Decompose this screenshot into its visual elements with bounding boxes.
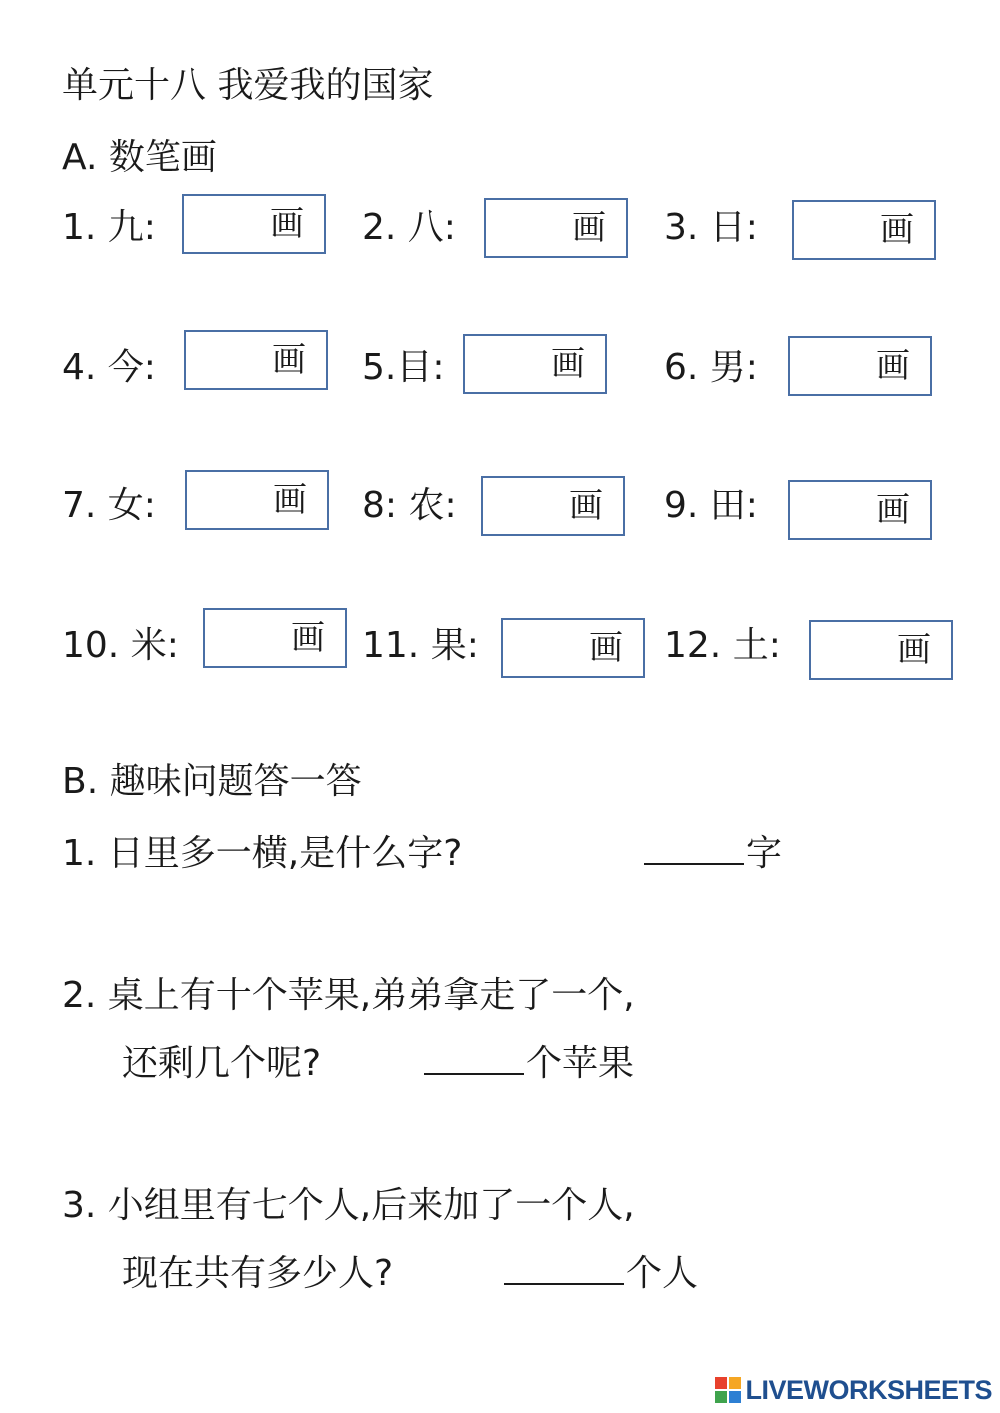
riddle-question: 2. 桌上有十个苹果,弟弟拿走了一个, [62, 975, 635, 1016]
stroke-item-label: 7. 女: [62, 485, 156, 526]
logo-square-icon [715, 1391, 727, 1403]
logo-square-icon [729, 1391, 741, 1403]
stroke-item-label: 9. 田: [664, 485, 758, 526]
stroke-unit: 画 [897, 630, 931, 670]
stroke-item-label: 5.目: [362, 347, 445, 388]
section-b-heading: B. 趣味问题答一答 [62, 761, 362, 802]
liveworksheets-logo [715, 1373, 992, 1407]
stroke-count-input[interactable] [184, 330, 328, 390]
brand-name: LIVEWORKSHEETS [745, 1374, 992, 1405]
stroke-count-input[interactable] [501, 618, 645, 678]
stroke-unit: 画 [876, 490, 910, 530]
stroke-unit: 画 [569, 486, 603, 526]
stroke-count-input[interactable] [809, 620, 953, 680]
riddle-question-line2 [122, 1042, 321, 1086]
stroke-count-input[interactable] [203, 608, 347, 668]
page-title: 单元十八 我爱我的国家 [62, 65, 434, 106]
stroke-count-input[interactable] [185, 470, 329, 530]
riddle-answer [504, 1252, 698, 1296]
stroke-unit: 画 [880, 210, 914, 250]
answer-suffix: 字 [746, 833, 783, 874]
stroke-count-input[interactable] [182, 194, 326, 254]
riddle-answer [644, 832, 782, 876]
stroke-count-input[interactable] [481, 476, 625, 536]
riddle-question: 3. 小组里有七个人,后来加了一个人, [62, 1185, 635, 1226]
stroke-unit: 画 [551, 344, 585, 384]
stroke-count-input[interactable] [484, 198, 628, 258]
riddle-text: 1. 日里多一横,是什么字? [62, 833, 463, 874]
answer-blank[interactable] [644, 833, 744, 865]
answer-suffix: 个苹果 [526, 1043, 635, 1084]
logo-square-icon [729, 1377, 741, 1389]
stroke-count-input[interactable] [788, 336, 932, 396]
stroke-item-label: 10. 米: [62, 625, 179, 666]
stroke-item-label: 8: 农: [362, 485, 457, 526]
stroke-item-label: 2. 八: [362, 207, 456, 248]
stroke-item-label: 12. 土: [664, 625, 781, 666]
stroke-unit: 画 [270, 204, 304, 244]
stroke-item-label: 6. 男: [664, 347, 758, 388]
stroke-unit: 画 [273, 480, 307, 520]
riddle-question [62, 832, 462, 876]
logo-square-icon [715, 1377, 727, 1389]
riddle-text: 还剩几个呢? [122, 1043, 322, 1084]
answer-blank[interactable] [424, 1043, 524, 1075]
riddle-text: 现在共有多少人? [122, 1253, 394, 1294]
stroke-item-label: 11. 果: [362, 625, 479, 666]
stroke-unit: 画 [272, 340, 306, 380]
stroke-item-label: 4. 今: [62, 347, 156, 388]
stroke-item-label: 3. 日: [664, 207, 758, 248]
riddle-question-line2 [122, 1252, 393, 1296]
section-a-heading: A. 数笔画 [62, 137, 217, 178]
stroke-unit: 画 [291, 618, 325, 658]
answer-blank[interactable] [504, 1253, 624, 1285]
stroke-unit: 画 [876, 346, 910, 386]
riddle-answer [424, 1042, 634, 1086]
stroke-unit: 画 [572, 208, 606, 248]
answer-suffix: 个人 [626, 1253, 699, 1294]
stroke-count-input[interactable] [788, 480, 932, 540]
stroke-count-input[interactable] [463, 334, 607, 394]
liveworksheets-mark-icon [715, 1377, 741, 1403]
stroke-count-input[interactable] [792, 200, 936, 260]
stroke-item-label: 1. 九: [62, 207, 156, 248]
stroke-unit: 画 [589, 628, 623, 668]
